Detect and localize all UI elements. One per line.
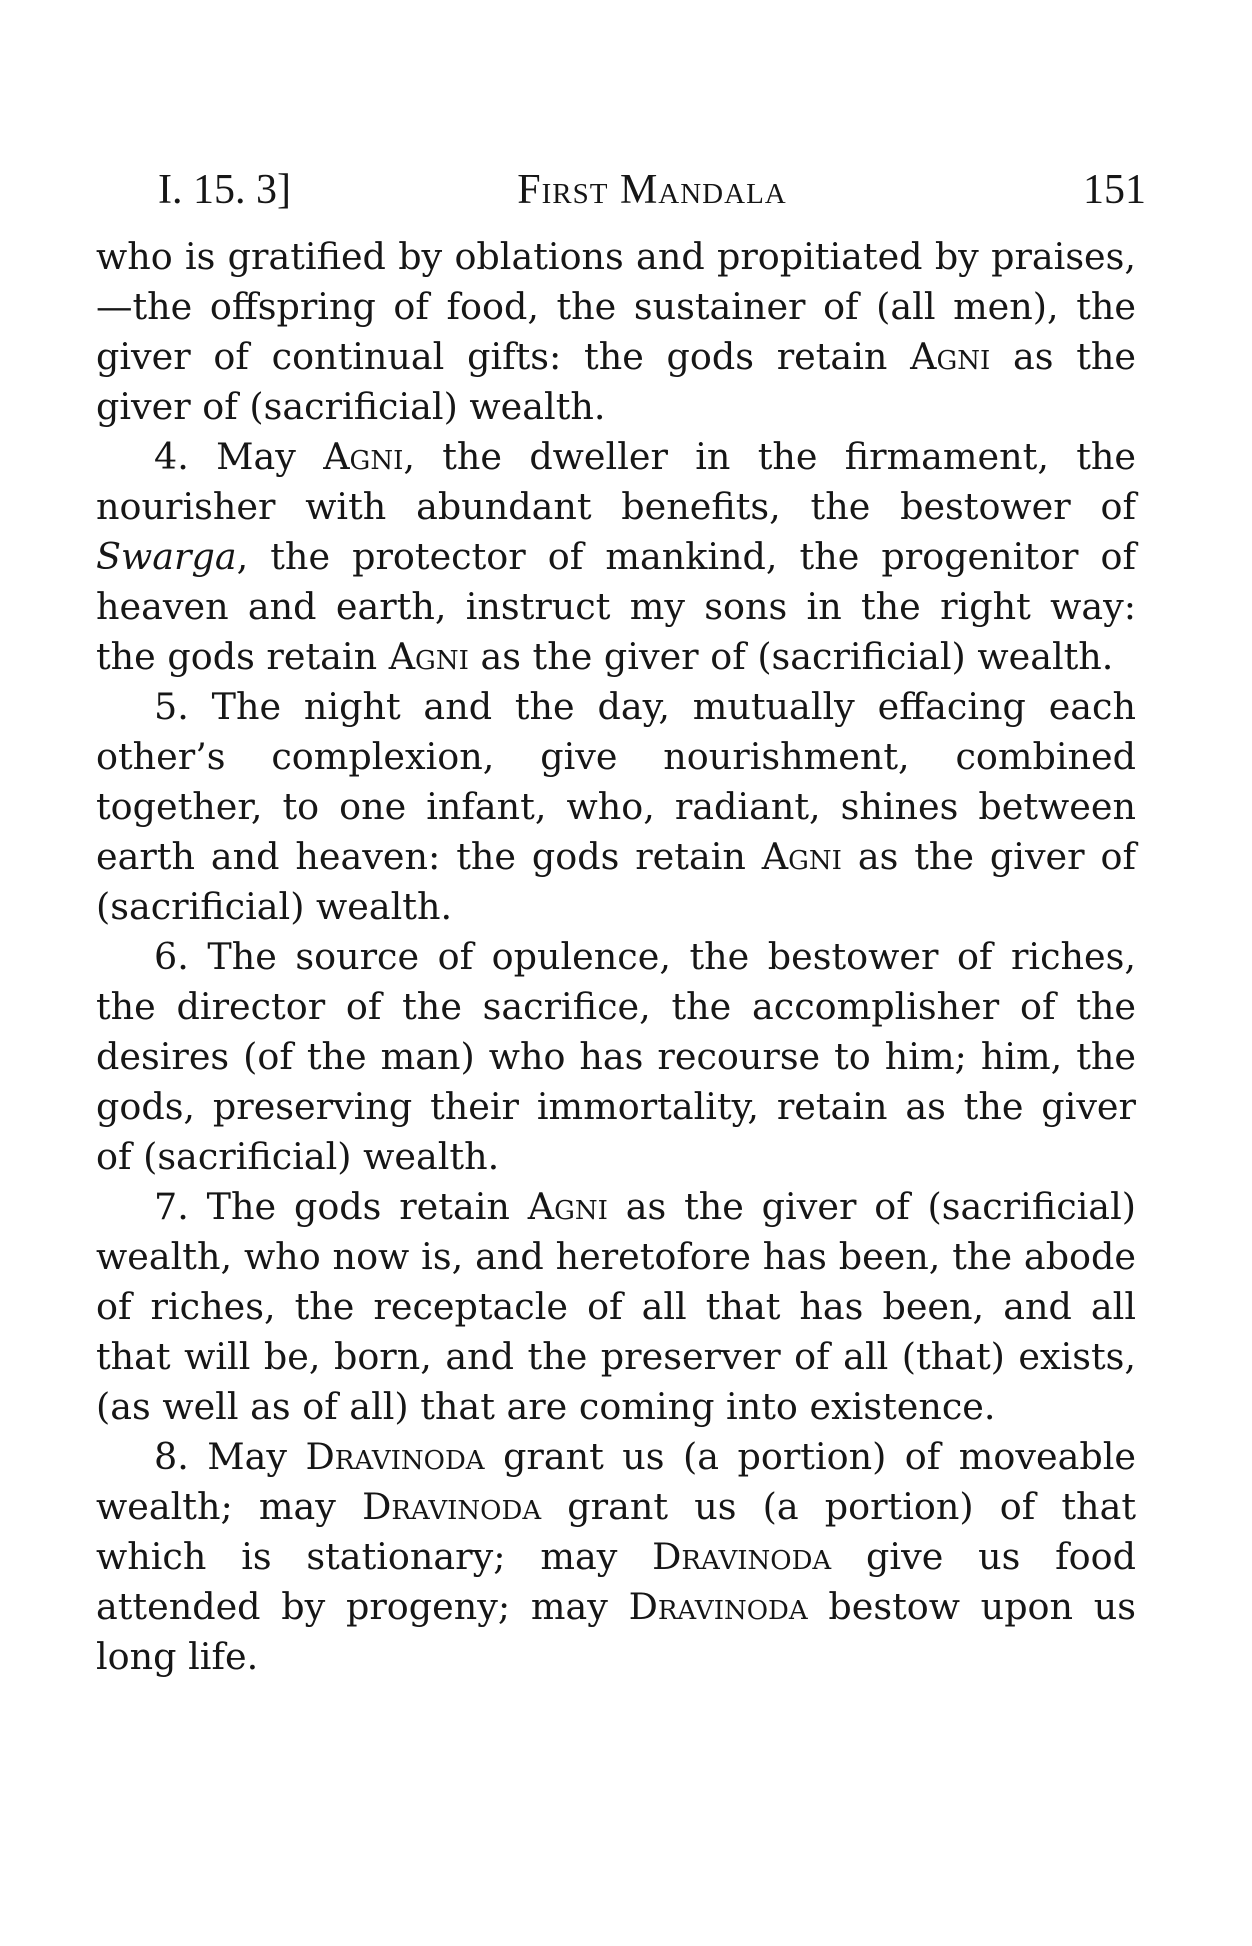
- text-run: , the protector of mankind, the progenitor of heaven and earth, instruct my sons in the right way: the gods retain: [96, 535, 1136, 678]
- continued-paragraph: [96, 232, 1136, 432]
- small-caps-name: Agni: [388, 635, 469, 678]
- italic-term: Swarga: [96, 535, 237, 578]
- body-text: [96, 232, 1136, 1682]
- text-run: 8. May: [154, 1435, 306, 1478]
- text-run: as the giver of (sacrificial) wealth.: [96, 335, 1136, 428]
- small-caps-name: Dravinoda: [652, 1535, 832, 1578]
- page-number: 151: [1083, 167, 1146, 213]
- text-run: as the giver of (sacrificial) wealth.: [468, 635, 1114, 678]
- small-caps-name: Dravinoda: [362, 1485, 542, 1528]
- text-run: grant us (a portion) of that which is stationary; may: [96, 1485, 1136, 1578]
- small-caps-name: Dravinoda: [628, 1585, 808, 1628]
- text-run: 5. The night and the day, mutually effacing each other’s complexion, give nourishment, combined together, to one infant, who, radiant, shines between earth and heaven: the gods retain: [96, 685, 1136, 878]
- verse-paragraph: [96, 1182, 1136, 1432]
- text-run: as the giver of (sacrificial) wealth, who now is, and heretofore has been, the abode of riches, the receptacle of all that has been, and all that will be, born, and the preserver of all (that) exists, (as well as of all) that are coming into existence.: [96, 1185, 1136, 1428]
- text-run: who is gratified by oblations and propitiated by praises,—the offspring of food, the sustainer of (all men), the giver of continual gifts: the gods retain: [96, 235, 1136, 378]
- chapter-reference: I. 15. 3]: [158, 167, 291, 213]
- text-run: 6. The source of opulence, the bestower of riches, the director of the sacrifice, the accomplisher of the desires (of the man) who has recourse to him; him, the gods, preserving their immortality, retain as the giver of (sacrificial) wealth.: [96, 935, 1136, 1178]
- small-caps-name: Agni: [761, 835, 842, 878]
- verse-paragraph: [96, 682, 1136, 932]
- small-caps-name: Agni: [527, 1185, 608, 1228]
- small-caps-name: Dravinoda: [305, 1435, 485, 1478]
- running-head: [158, 162, 1146, 218]
- verse-paragraph: [96, 432, 1136, 682]
- verse-paragraph: [96, 1432, 1136, 1682]
- text-run: as the giver of (sacrificial) wealth.: [96, 835, 1136, 928]
- text-run: 4. May: [154, 435, 324, 478]
- verse-paragraph: [96, 932, 1136, 1182]
- text-run: give us food attended by progeny; may: [96, 1535, 1136, 1628]
- small-caps-name: Agni: [323, 435, 404, 478]
- text-run: bestow upon us long life.: [96, 1585, 1137, 1678]
- text-run: 7. The gods retain: [154, 1185, 528, 1228]
- running-title: First Mandala: [517, 167, 787, 213]
- small-caps-name: Agni: [910, 335, 991, 378]
- text-run: , the dweller in the firmament, the nourisher with abundant benefits, the bestower of: [96, 435, 1136, 528]
- text-run: grant us (a portion) of moveable wealth; may: [96, 1435, 1136, 1528]
